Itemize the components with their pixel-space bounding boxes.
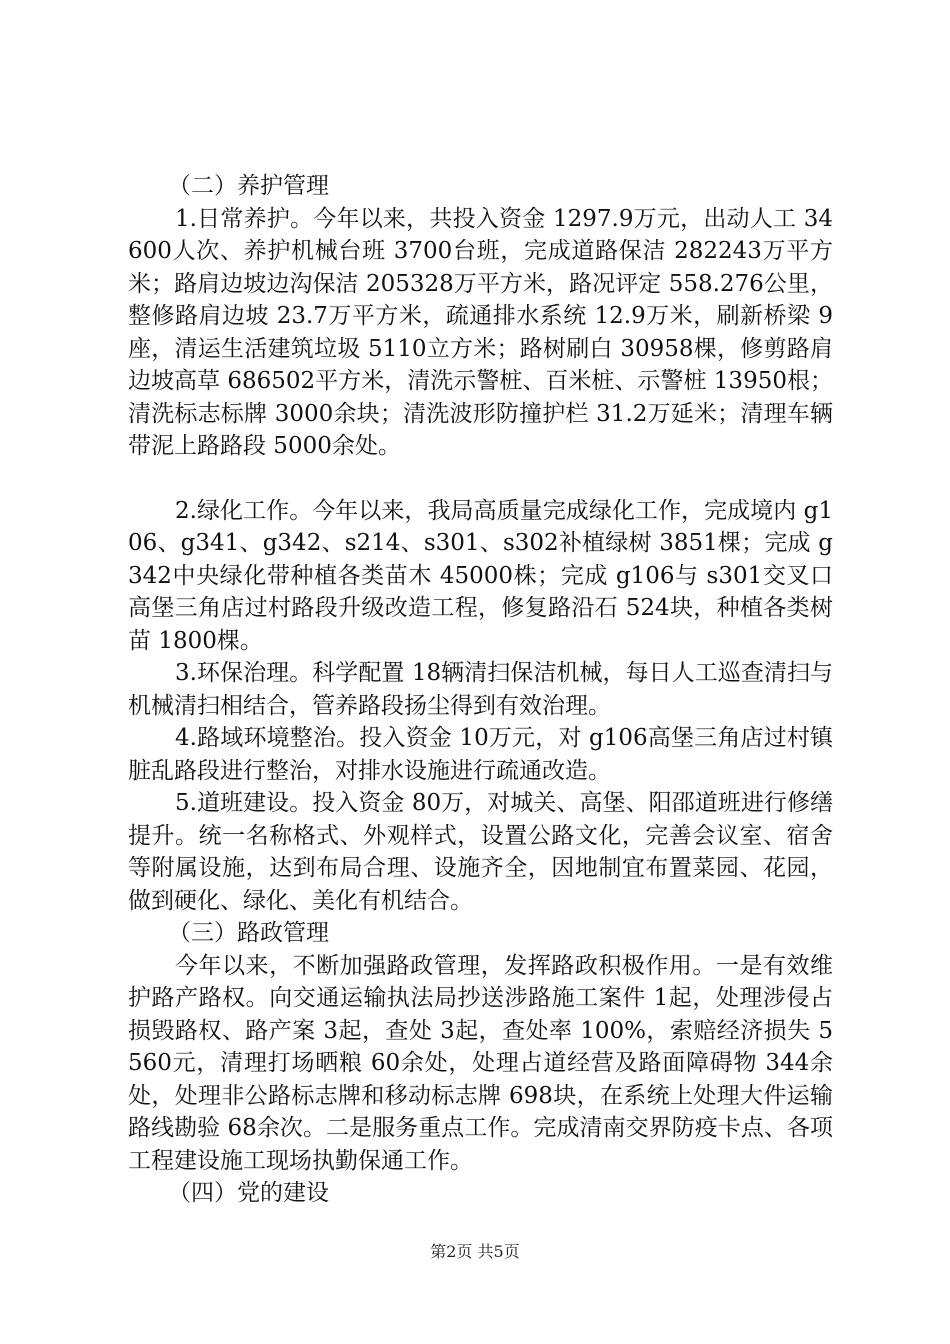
paragraph-road-environment: 4.路域环境整治。投入资金 10万元，对 g106高堡三角店过村镇脏乱路段进行整治，对排水设施进行疏通改造。 bbox=[128, 725, 833, 784]
paragraph-greening: 2.绿化工作。今年以来，我局高质量完成绿化工作，完成境内 g106、g341、g342、s214、s301、s302补植绿树 3851棵；完成 g342中央绿化带种植各类苗木 45000株；完成 g106与 s301交叉口高堡三角店过村路段升级改造工程，修复路沿石 524块，种植各类树苗 1800棵。 bbox=[128, 497, 833, 654]
page-number-indicator: 第2页 共5页 bbox=[430, 1242, 520, 1261]
section-heading-road-administration: （三）路政管理 bbox=[168, 920, 329, 946]
page-footer bbox=[0, 1242, 950, 1262]
paragraph-road-administration: 今年以来，不断加强路政管理，发挥路政积极作用。一是有效维护路产路权。向交通运输执法局抄送涉路施工案件 1起，处理涉侵占损毁路权、路产案 3起，查处 3起，查处率 100%，索赔经济损失 5560元，清理打场晒粮 60余处，处理占道经营及路面障碍物 344余处，处理非公路标志牌和移动标志牌 698块，在系统上处理大件运输路线勘验 68余次。二是服务重点工作。完成清南交界防疫卡点、各项工程建设施工现场执勤保通工作。 bbox=[128, 952, 833, 1174]
document-body bbox=[128, 170, 833, 1210]
section-heading-maintenance: （二）养护管理 bbox=[168, 173, 329, 199]
paragraph-environmental: 3.环保治理。科学配置 18辆清扫保洁机械，每日人工巡查清扫与机械清扫相结合，管养路段扬尘得到有效治理。 bbox=[128, 660, 833, 719]
section-heading-party-building: （四）党的建设 bbox=[168, 1180, 329, 1206]
paragraph-daily-maintenance: 1.日常养护。今年以来，共投入资金 1297.9万元，出动人工 34600人次、养护机械台班 3700台班，完成道路保洁 282243万平方米；路肩边坡边沟保洁 205328万平方米，路况评定 558.276公里，整修路肩边坡 23.7万平方米，疏通排水系统 12.9万米，刷新桥梁 9座，清运生活建筑垃圾 5110立方米；路树刷白 30958棵，修剪路肩边坡高草 686502平方米，清洗示警桩、百米桩、示警桩 13950根；清洗标志标牌 3000余块；清洗波形防撞护栏 31.2万延米；清理车辆带泥上路路段 5000余处。 bbox=[128, 205, 833, 459]
paragraph-maintenance-station: 5.道班建设。投入资金 80万，对城关、高堡、阳邵道班进行修缮提升。统一名称格式、外观样式，设置公路文化，完善会议室、宿舍等附属设施，达到布局合理、设施齐全，因地制宜布置菜园、花园，做到硬化、绿化、美化有机结合。 bbox=[128, 790, 833, 914]
